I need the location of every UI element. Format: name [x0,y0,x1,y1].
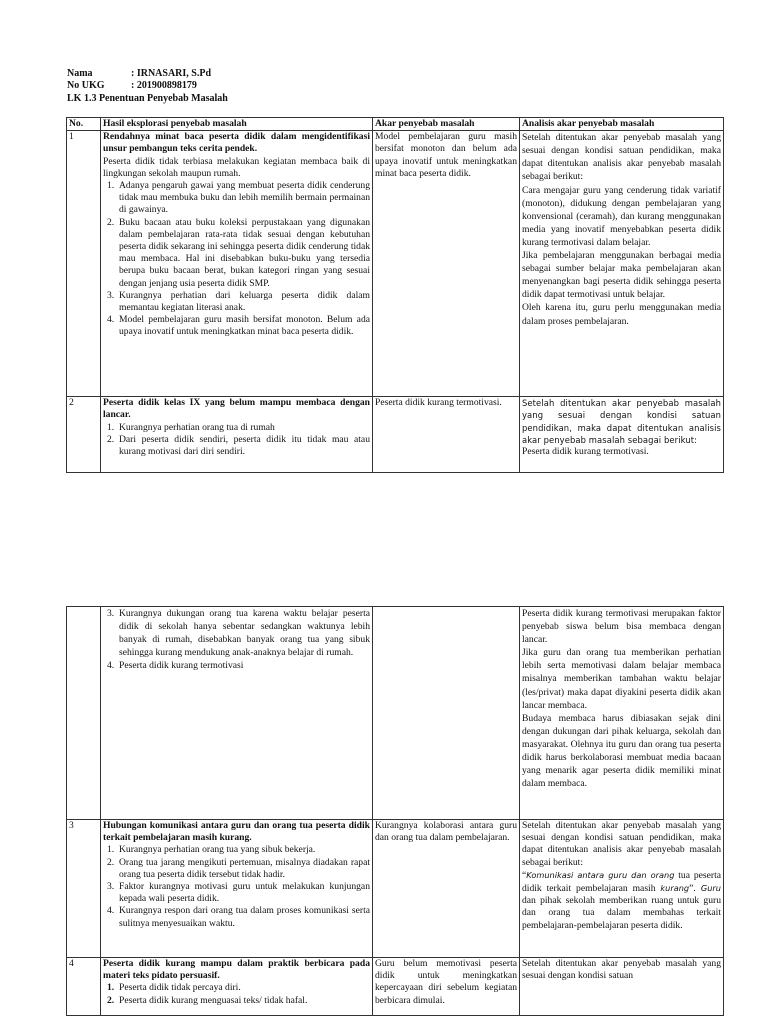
analysis-paragraph: Oleh karena itu, guru perlu menggunakan media dalam proses pembelajaran. [522,302,721,327]
list-item: 4. Kurangnya respon dari orang tua dalam proses komunikasi serta sulitnya menyesuaikan waktu. [107,905,370,929]
analysis-paragraph: Peserta didik kurang termotivasi. [522,446,649,458]
list-item: 4. Model pembelajaran guru masih bersifat monoton. Belum ada upaya inovatif untuk meningkatkan minat baca peserta didik. [107,314,370,338]
exploration-cell [101,131,373,397]
root-cause-cell: Kurangnya kolaborasi antara guru dan orang tua dalam pembelajaran. [373,820,520,958]
list-item: 4. Peserta didik kurang termotivasi [107,660,244,671]
table-row [67,820,724,958]
analysis-paragraph: “Komunikasi antara guru dan orang tua peserta didik terkait pembelajaran masih kurang”. Guru dan pihak sekolah memberikan ruang untuk guru dan orang tua dalam membahas terkait pembelajaran-pembelajaran peserta didik. [522,869,721,931]
handwritten-text: Guru [695,883,721,894]
exploration-heading: Peserta didik kurang mampu dalam praktik berbicara pada materi teks pidato persuasif. [103,958,370,982]
analysis-cell [520,820,724,958]
row-number: 4 [67,958,101,1016]
list-item: 2. Orang tua jarang mengikuti pertemuan, misalnya diadakan rapat orang tua peserta didik tersebut tidak hadir. [107,856,370,880]
cause-table-part-2 [66,606,724,1016]
list-item: 2. Dari peserta didik sendiri, peserta didik itu tidak mau atau kurang motivasi dari diri sendiri. [107,433,370,458]
exploration-heading: Hubungan komunikasi antara guru dan orang tua peserta didik terkait pembelajaran masih kurang. [103,820,370,844]
list-item: 2. Peserta didik kurang menguasai teks/ tidak hafal. [107,994,308,1006]
ukg-value: : 201900898179 [131,80,197,92]
row-number: 2 [67,397,101,473]
ukg-label: No UKG [67,80,105,92]
list-item: 3. Kurangnya dukungan orang tua karena waktu belajar peserta didik di sekolah hanya sebentar sedangkan waktunya lebih banyak di rumah, disebabkan banyak orang tua yang sibuk sehingga kurang mendukung anak-anaknya belajar di rumah. [107,608,370,658]
exploration-list [103,422,370,459]
analysis-paragraph: Jika guru dan orang tua memberikan perhatian lebih serta memotivasi dalam belajar membaca misalnya memberikan tambahan waktu belajar (les/privat) maka dapat diyakini peserta didik akan lancar membaca. [522,647,721,711]
analysis-cell [520,397,724,473]
analysis-paragraph: Setelah ditentukan akar penyebab masalah yang sesuai dengan kondisi satuan pendidikan, maka dapat ditentukan analisis akar penyebab masalah sebagai berikut: [522,398,721,445]
exploration-cell [101,607,373,820]
exploration-intro: Peserta didik tidak terbiasa melakukan kegiatan membaca baik di lingkungan sekolah maupun rumah. [103,155,370,179]
list-item: 3. Faktor kurangnya motivasi guru untuk melakukan kunjungan kepada wali peserta didik. [107,881,370,905]
exploration-heading: Rendahnya minat baca peserta didik dalam mengidentifikasi unsur pembangun teks cerita pendek. [103,131,370,155]
handwritten-text: kurang [660,883,690,894]
exploration-list [103,180,370,339]
root-cause-cell: Model pembelajaran guru masih bersifat monoton dan belum ada upaya inovatif untuk meningkatkan minat baca peserta didik. [373,131,520,397]
analysis-paragraph: Setelah ditentukan akar penyebab masalah yang sesuai dengan kondisi satuan pendidikan, maka dapat ditentukan analisis akar penyebab masalah sebagai berikut: [522,132,721,183]
list-item: 3. Kurangnya perhatian dari keluarga peserta didik dalam memantau kegiatan literasi anak. [107,289,370,314]
exploration-cell [101,958,373,1016]
exploration-list [103,982,370,1006]
document-header [67,68,228,105]
table-row [67,131,724,397]
exploration-list [103,844,370,929]
list-item: 1. Kurangnya perhatian orang tua di rumah [107,421,275,433]
table-row [67,397,724,473]
handwritten-text: Komunikasi antara guru dan orang [526,869,675,880]
header-no: No. [67,118,101,131]
row-number: 3 [67,820,101,958]
document-title: LK 1.3 Penentuan Penyebab Masalah [67,92,228,104]
analysis-paragraph: Setelah ditentukan akar penyebab masalah yang sesuai dengan kondisi satuan pendidikan, maka dapat ditentukan analisis akar penyebab masalah sebagai berikut: [522,820,721,868]
table-header-row [67,118,724,131]
analysis-cell [520,131,724,397]
analysis-cell: Setelah ditentukan akar penyebab masalah yang sesuai dengan kondisi satuan [520,958,724,1016]
name-label: Nama [67,68,93,79]
exploration-heading: Peserta didik kelas IX yang belum mampu membaca dengan lancar. [103,397,370,421]
name-row [67,68,228,80]
row-number: 1 [67,131,101,397]
ukg-row [67,80,228,92]
name-value: : IRNASARI, S.Pd [131,68,212,79]
table-row [67,958,724,1016]
list-item: 1. Peserta didik tidak percaya diri. [107,982,241,994]
exploration-list [103,607,370,672]
exploration-cell [101,820,373,958]
exploration-cell [101,397,373,473]
header-exploration: Hasil eksplorasi penyebab masalah [101,118,373,131]
list-item: 2. Buku bacaan atau buku koleksi perpustakaan yang digunakan dalam pembelajaran rata-rata tidak sesuai dengan kebutuhan peserta didik sekarang ini sehingga peserta didik cenderung tidak mau membaca. Hal ini disebabkan buku-buku yang tersedia berupa buku bacaan berat, bukan kategori ringan yang sesuai dengan jenjang usia peserta didik SMP. [107,216,370,289]
analysis-paragraph: Peserta didik kurang termotivasi merupakan faktor penyebab siswa belum bisa membaca dengan lancar. [522,608,721,646]
list-item: 1. Adanya pengaruh gawai yang membuat peserta didik cenderung tidak mau membuka buku dan lebih memilih bermain permainan di gawainya. [107,180,370,216]
header-root-cause: Akar penyebab masalah [373,118,520,131]
table-row [67,607,724,820]
analysis-paragraph: Budaya membaca harus dibiasakan sejak dini dengan dukungan dari pihak keluarga, sekolah dan masyarakat. Olehnya itu guru dan orang tua peserta didik harus berkolaborasi membuat media bacaan yang menarik agar peserta didik memiliki minat dalam membaca. [522,712,721,790]
analysis-cell [520,607,724,820]
header-analysis: Analisis akar penyebab masalah [520,118,724,131]
analysis-paragraph: Cara mengajar guru yang cenderung tidak variatif (monoton), didukung dengan pembelajaran yang konvensional (ceramah), dan kurang menggunakan media yang inovatif menyebabkan peserta didik kurang termotivasi dalam belajar. [522,184,721,248]
list-item: 1. Kurangnya perhatian orang tua yang sibuk bekerja. [107,844,316,856]
analysis-paragraph: Jika pembelajaran menggunakan berbagai media sebagai sumber belajar maka pembelajaran akan menyenangkan bagi peserta didik sehingga peserta didik dapat termotivasi untuk belajar. [522,250,721,301]
cause-table-part-1 [66,117,724,473]
root-cause-cell: Guru belum memotivasi peserta didik untuk meningkatkan kepercayaan diri sebelum kegiatan berbicara dimulai. [373,958,520,1016]
root-cause-cell: Peserta didik kurang termotivasi. [373,397,520,473]
